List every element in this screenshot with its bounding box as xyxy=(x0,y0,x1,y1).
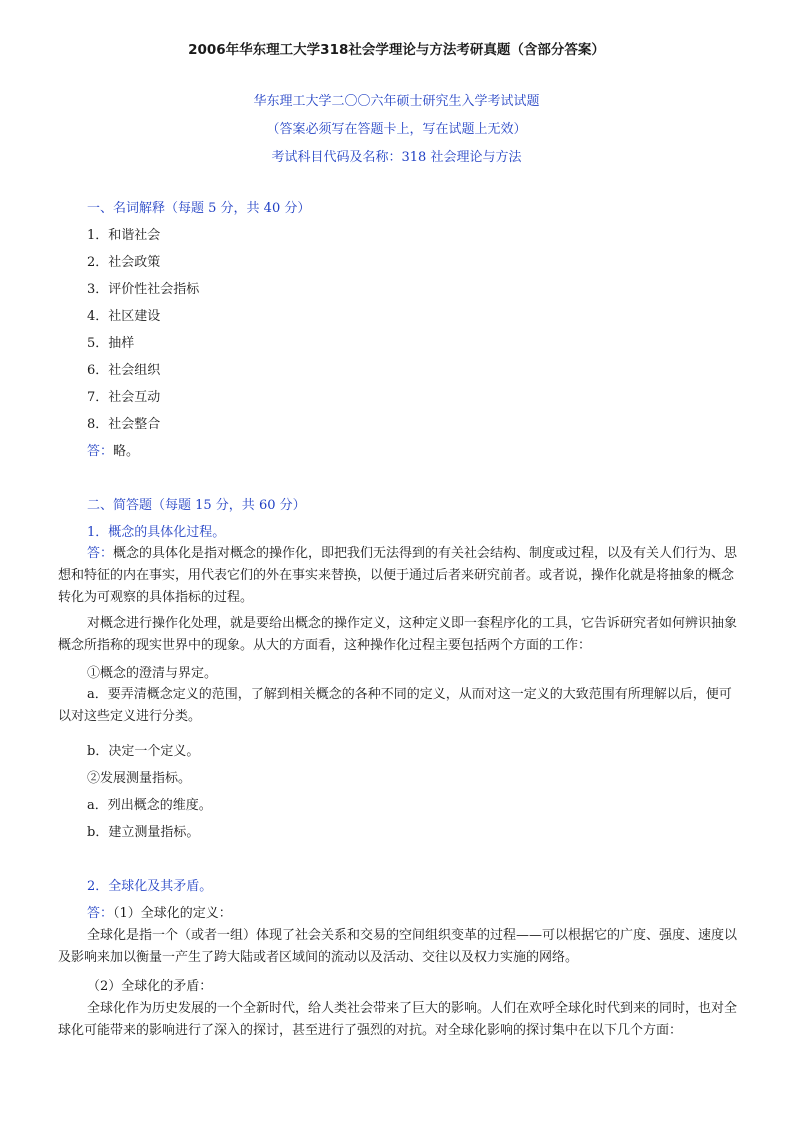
q2-sub-1 xyxy=(87,902,232,921)
paragraph-text: a．要弄清概念定义的范围，了解到相关概念的各种不同的定义，从而对这一定义的大致范围有所理解以后，便可以对这些定义进行分类。 xyxy=(58,687,732,724)
term-item: 8．社会整合 xyxy=(87,417,161,432)
exam-header-line2: （答案必须写在答题卡上，写在试题上无效） xyxy=(266,122,527,137)
exam-header-line1: 华东理工大学二〇〇六年硕士研究生入学考试试题 xyxy=(253,94,540,109)
paragraph-text: 对概念进行操作化处理，就是要给出概念的操作定义，这种定义即一套程序化的工具，它告诉研究者如何辨识抽象概念所指称的现实世界中的现象。从大的方面看，这种操作化过程主要包括两个方面的工作： xyxy=(58,616,738,653)
term-item: 2．社会政策 xyxy=(87,255,161,270)
question-2-title: 2．全球化及其矛盾。 xyxy=(87,879,213,894)
answer-label: 答： xyxy=(87,444,114,459)
section1-heading: 一、名词解释（每题 5 分，共 40 分） xyxy=(87,201,311,216)
sub-heading: （1）全球化的定义： xyxy=(113,906,232,921)
paragraph-text: 全球化作为历史发展的一个全新时代，给人类社会带来了巨大的影响。人们在欢呼全球化时代到来的同时，也对全球化可能带来的影响进行了深入的探讨，甚至进行了强烈的对抗。对全球化影响的探讨集中在以下几个方面： xyxy=(58,1001,738,1038)
q1-step-1b: b．决定一个定义。 xyxy=(87,744,200,759)
term-item: 6．社会组织 xyxy=(87,363,161,378)
q1-step-2b: b．建立测量指标。 xyxy=(87,825,200,840)
term-item: 4．社区建设 xyxy=(87,309,161,324)
answer-text: 概念的具体化是指对概念的操作化，即把我们无法得到的有关社会结构、制度或过程，以及有关人们行为、思想和特征的内在事实，用代表它们的外在事实来替换，以便于通过后者来研究前者。或者说，操作化就是将抽象的概念转化为可观察的具体指标的过程。 xyxy=(58,546,738,605)
q2-definition-paragraph xyxy=(58,925,740,969)
section2-heading: 二、简答题（每题 15 分，共 60 分） xyxy=(87,498,306,513)
term-item: 5．抽样 xyxy=(87,336,135,351)
term-item: 1．和谐社会 xyxy=(87,228,161,243)
paragraph-text: 全球化是指一个（或者一组）体现了社会关系和交易的空间组织变革的过程——可以根据它的广度、强度、速度以及影响来加以衡量一产生了跨大陆或者区域间的流动以及活动、交往以及权力实施的网络。 xyxy=(58,928,738,965)
document-title: 2006年华东理工大学318社会学理论与方法考研真题（含部分答案） xyxy=(188,42,605,58)
answer-label: 答： xyxy=(87,906,114,921)
q2-contradiction-paragraph xyxy=(58,998,740,1042)
q1-step-1a xyxy=(58,684,740,728)
q1-answer-paragraph xyxy=(58,543,740,609)
section1-answer xyxy=(87,440,139,459)
term-item: 7．社会互动 xyxy=(87,390,161,405)
question-1-title: 1．概念的具体化过程。 xyxy=(87,525,226,540)
q2-sub-2: （2）全球化的矛盾： xyxy=(87,979,213,994)
term-item: 3．评价性社会指标 xyxy=(87,282,200,297)
answer-text: 略。 xyxy=(113,444,140,459)
exam-header-line3: 考试科目代码及名称：318 社会理论与方法 xyxy=(271,150,522,165)
q1-step-2: ②发展测量指标。 xyxy=(87,771,192,786)
q1-paragraph-2 xyxy=(58,613,740,657)
q1-step-1: ①概念的澄清与界定。 xyxy=(87,666,218,681)
answer-label: 答： xyxy=(87,546,114,561)
q1-step-2a: a．列出概念的维度。 xyxy=(87,798,212,813)
